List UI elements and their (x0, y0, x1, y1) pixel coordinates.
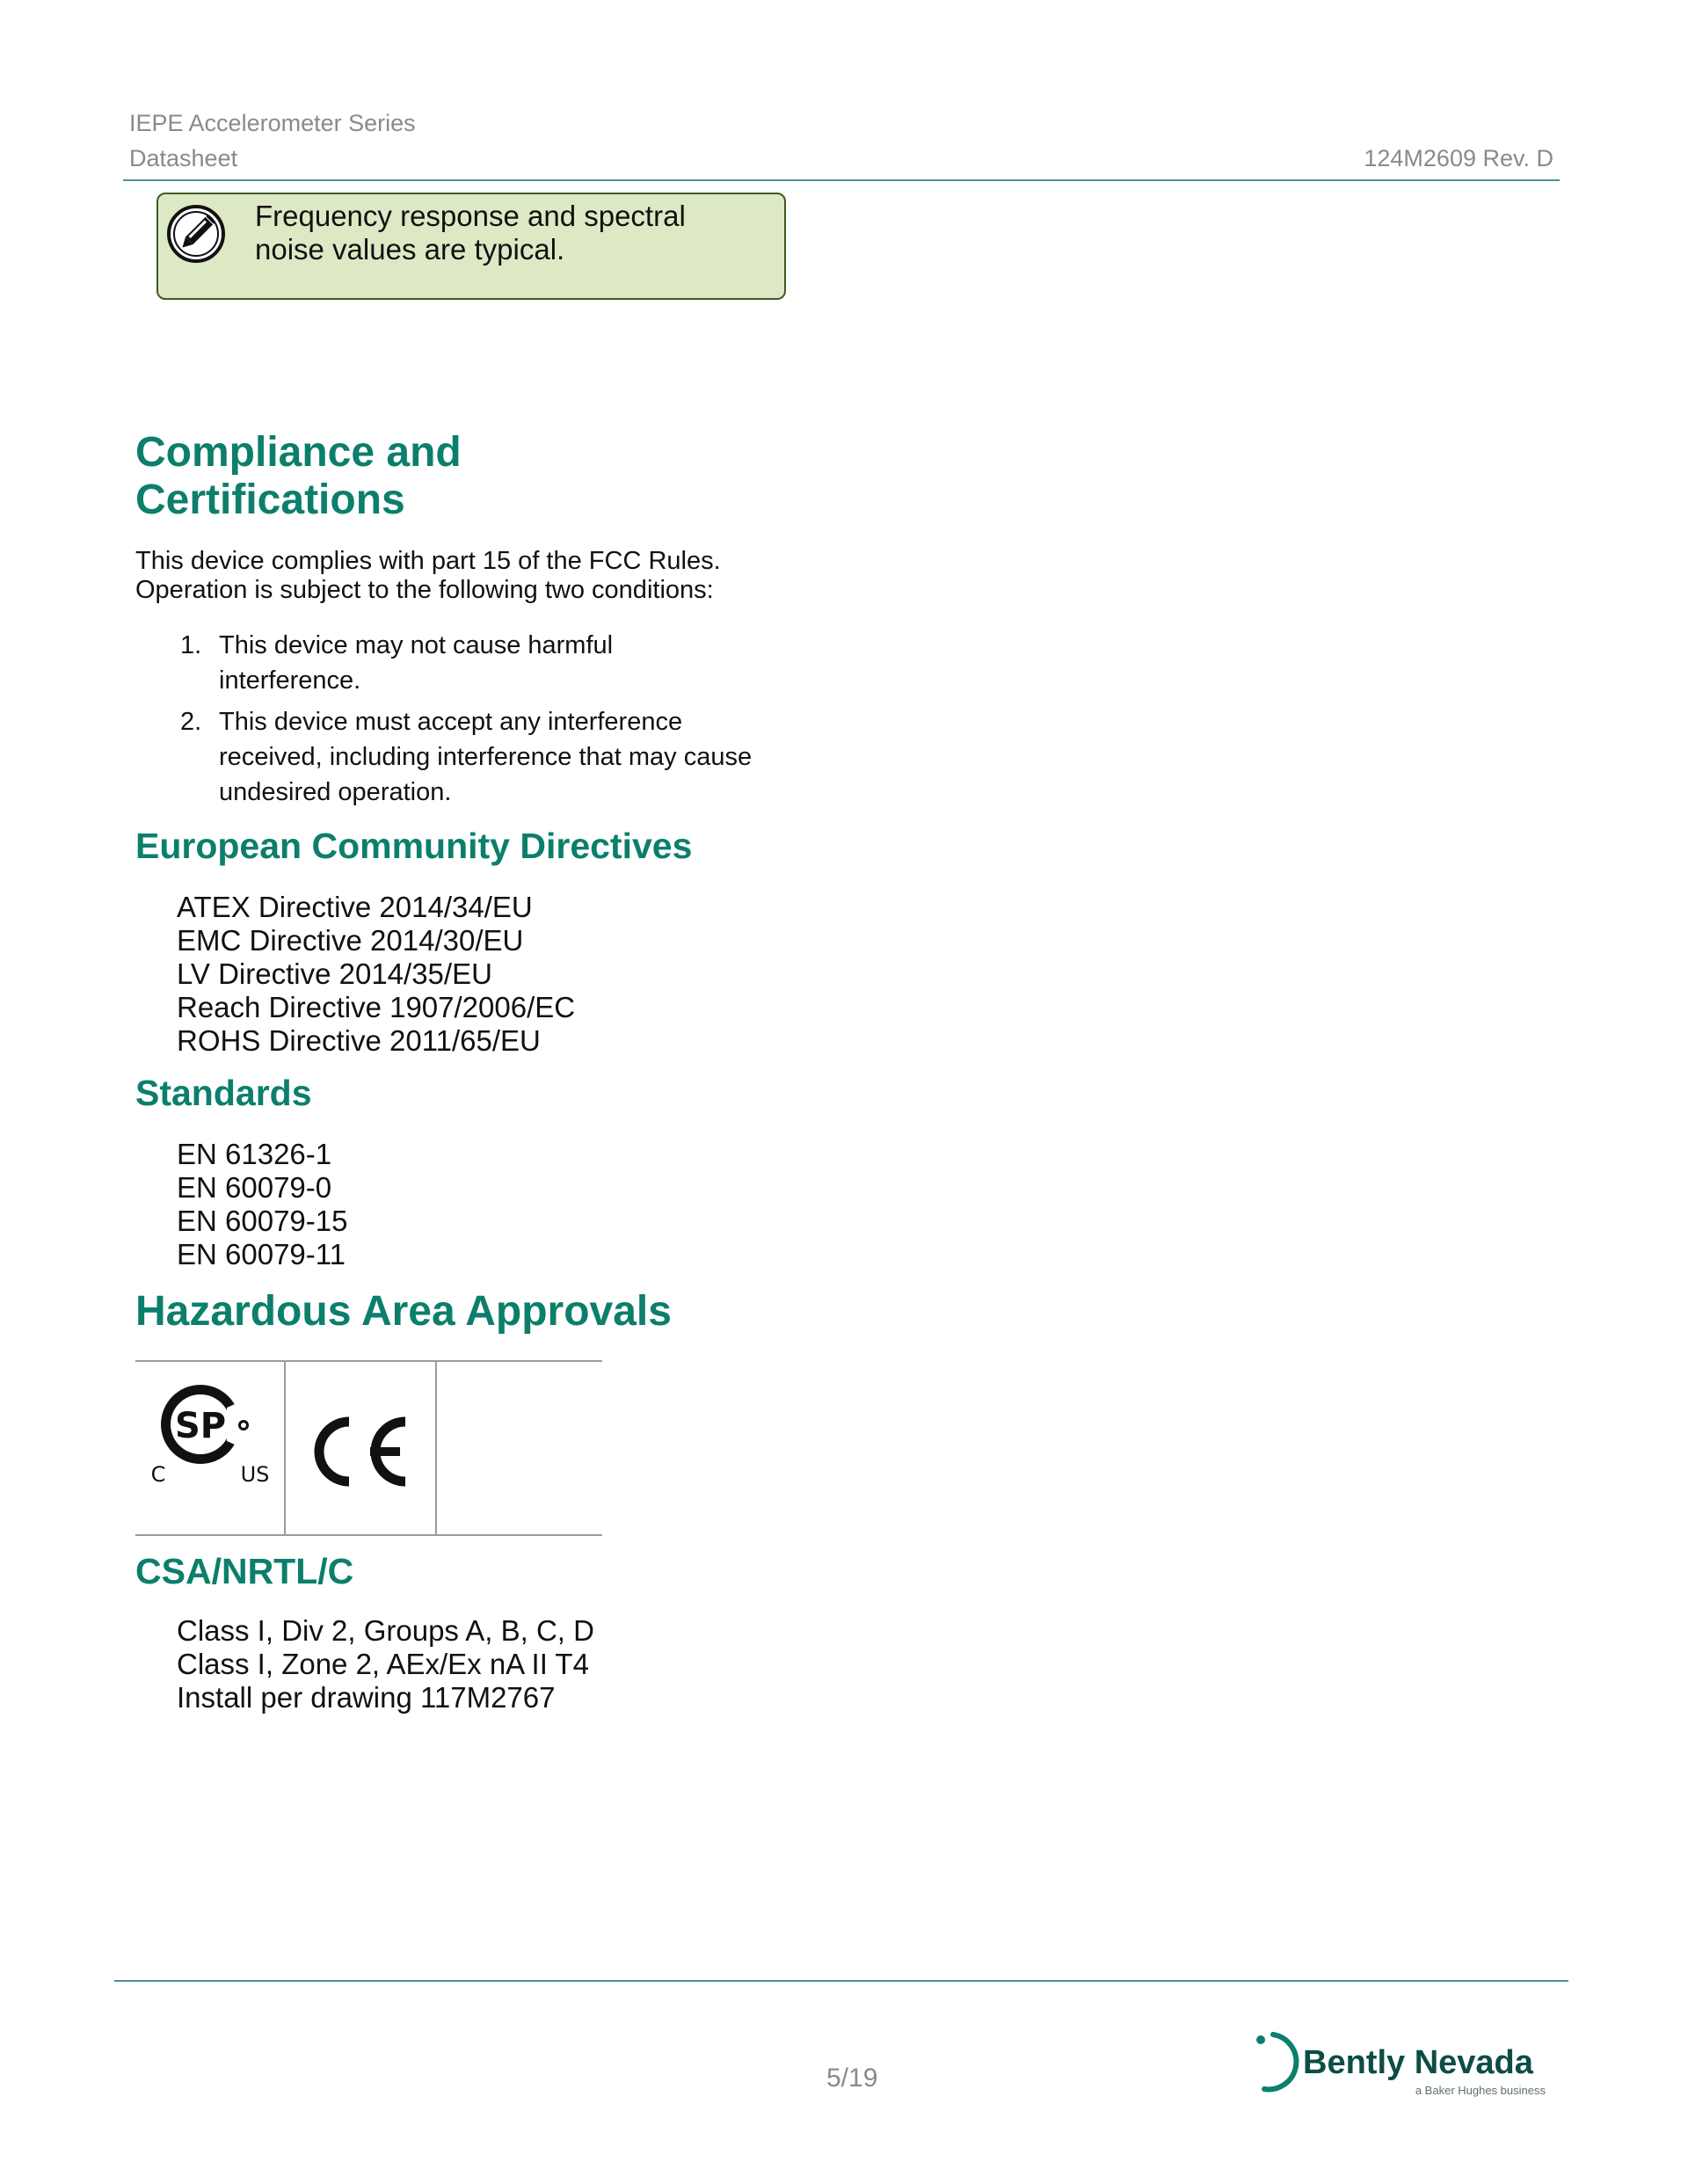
list-item: EN 61326-1 (177, 1138, 332, 1170)
header-document-type: Datasheet (129, 145, 238, 171)
list-item: EN 60079-15 (177, 1205, 348, 1237)
list-item: EN 60079-0 (177, 1171, 332, 1204)
note-box (156, 193, 786, 300)
header-series-title: IEPE Accelerometer Series (129, 110, 416, 136)
fcc-intro-paragraph: This device complies with part 15 of the FCC Rules. Operation is subject to the following two conditions: (135, 547, 721, 604)
list-item-text: This device must accept any interference received, including interference that may cause undesired operation. (219, 708, 753, 806)
list-item: Install per drawing 117M2767 (177, 1681, 556, 1714)
brand-name: Bently Nevada (1303, 2044, 1533, 2081)
csa-logo-icon (135, 1362, 282, 1534)
list-item: EMC Directive 2014/30/EU (177, 924, 524, 957)
header-document-number: 124M2609 Rev. D (1364, 145, 1553, 171)
list-item: Reach Directive 1907/2006/EC (177, 991, 576, 1023)
csa-nrtl-list (177, 1614, 845, 1714)
note-text: Frequency response and spectral noise values are typical. (255, 200, 686, 266)
standards-list (177, 1138, 845, 1271)
fcc-conditions-list (180, 628, 760, 816)
list-item: Class I, Zone 2, AEx/Ex nA II T4 (177, 1648, 589, 1680)
csa-logo-text: SP (174, 1406, 227, 1446)
list-item: EN 60079-11 (177, 1238, 346, 1270)
list-item: ATEX Directive 2014/34/EU (177, 891, 533, 923)
list-item: Class I, Div 2, Groups A, B, C, D (177, 1614, 594, 1647)
csa-mark-cell (135, 1362, 286, 1534)
standards-heading: Standards (135, 1073, 312, 1113)
ec-directives-heading: European Community Directives (135, 826, 693, 866)
list-item (180, 704, 760, 810)
footer-divider (114, 1980, 1568, 1982)
empty-mark-cell (437, 1362, 602, 1534)
approval-marks-table (135, 1360, 602, 1536)
list-item: LV Directive 2014/35/EU (177, 957, 492, 990)
header-divider (123, 179, 1560, 181)
ce-mark-icon (286, 1362, 433, 1534)
brand-tagline: a Baker Hughes business (1415, 2084, 1546, 2097)
csa-mark-c: C (150, 1462, 166, 1487)
list-item: ROHS Directive 2011/65/EU (177, 1024, 541, 1057)
csa-mark-us: US (240, 1462, 270, 1487)
bently-nevada-swoosh-icon (1264, 2035, 1296, 2089)
bently-nevada-logo (1248, 2026, 1547, 2105)
ec-directives-list (177, 891, 845, 1058)
csa-nrtl-heading: CSA/NRTL/C (135, 1551, 354, 1591)
list-item (180, 628, 760, 698)
list-item-number: 2. (180, 708, 202, 736)
hazardous-approvals-heading: Hazardous Area Approvals (135, 1288, 672, 1335)
pencil-icon (165, 203, 227, 265)
page-number: 5/19 (826, 2064, 878, 2093)
list-item-text: This device may not cause harmful interference. (219, 631, 614, 695)
compliance-heading: Compliance and Certifications (135, 429, 462, 523)
list-item-number: 1. (180, 631, 202, 659)
ce-mark-cell (286, 1362, 437, 1534)
